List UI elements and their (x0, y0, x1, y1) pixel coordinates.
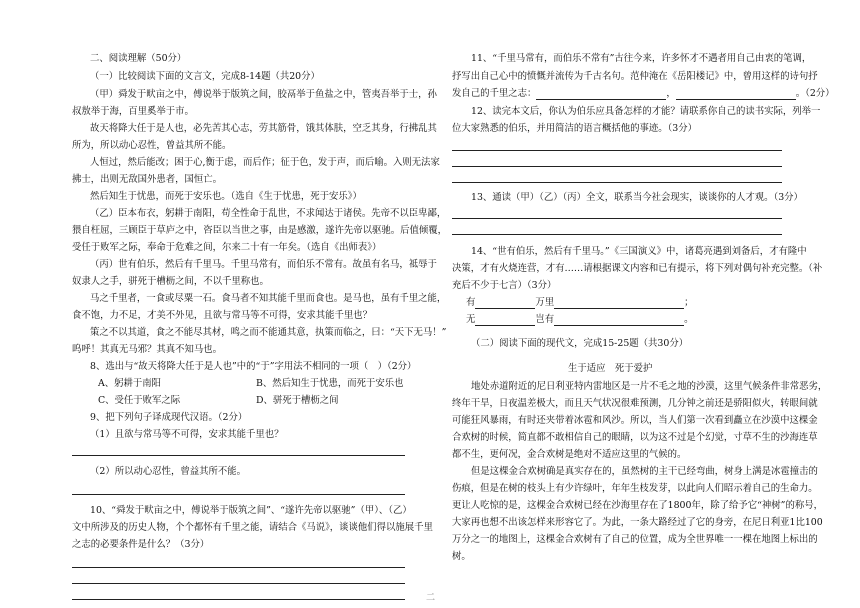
question-11-prompt: 发自己的千里之志： (452, 88, 537, 99)
essay-line: 合欢树的时候，简直都不敢相信自己的眼睛，以为这不过是个幻觉，寸草不生的沙海连草 (452, 432, 818, 443)
q8-option-d: D、骈死于槽枥之间 (256, 395, 339, 406)
passage-jia-line: 所为，所以动心忍性，曾益其所不能。 (72, 140, 232, 151)
essay-line: 可能狂风暴雨，有时还夹带着冰雹和风沙。所以，当人们第一次看到矗立在沙漠中这棵金 (452, 415, 818, 426)
question-11: 抒写出自己心中的愤慨并流传为千古名句。范仲淹在《岳阳楼记》中，曾用这样的诗句抒 (452, 71, 818, 82)
essay-line: 都不生，更何况，金合欢树是绝对不适应这里的气候的。 (452, 449, 687, 460)
answer-line[interactable] (452, 182, 782, 183)
passage-bing-line: 马之千里者，一食或尽粟一石。食马者不知其能千里而食也。是马也，虽有千里之能， (90, 293, 447, 304)
essay-line: 终年干旱，日夜温差极大，而且天气状况很难预测，几分钟之前还是骄阳似火，转眼间就 (452, 398, 818, 409)
essay-line: 伤痕，但是在树的枝头上有少许绿叶，年年生枝发芽，以此向人们昭示着自己的生命力。 (452, 483, 818, 494)
couplet-line-1: 有 万里 ； (466, 297, 694, 308)
answer-line[interactable] (72, 583, 405, 584)
fill-blank[interactable] (554, 298, 684, 309)
essay-line: 地处赤道附近的尼日利亚特内雷地区是一片不毛之地的沙漠，这里气候条件非常恶劣， (471, 381, 828, 392)
question-12: 12、读完本文后，你认为伯乐应具备怎样的才能？请联系你自己的读书实际，列举一 (471, 106, 821, 117)
passage-yi-line: （乙）臣本布衣，躬耕于南阳，苟全性命于乱世，不求闻达于诸侯。先帝不以臣卑鄙， (90, 208, 447, 219)
fill-blank[interactable] (676, 89, 796, 100)
passage-bing-line: 策之不以其道，食之不能尽其材，鸣之而不能通其意，执策而临之，曰：“天下无马！” (90, 327, 447, 338)
answer-line[interactable] (72, 567, 405, 568)
passage-jia-line: （甲）舜发于畎亩之中，傅说举于版筑之间，胶鬲举于鱼盐之中，管夷吾举于士，孙 (90, 89, 437, 100)
essay-line: 树。 (452, 551, 471, 562)
question-14: 决策，才有火烧连营，才有……请根据课文内容和已有提示，将下列对偶句补充完整。（补 (452, 263, 823, 274)
question-14: 充后不少于七言）（3分） (452, 280, 557, 291)
couplet-line-2: 无 岂有 。 (466, 314, 694, 325)
passage-jia-line: 故天将降大任于是人也，必先苦其心志，劳其筋骨，饿其体肤，空乏其身，行拂乱其 (90, 123, 437, 134)
answer-line[interactable] (72, 599, 405, 600)
section-title: 二、阅读理解（50分） (90, 53, 187, 64)
answer-line[interactable] (452, 234, 782, 235)
passage-jia-line: 叔敖举于海，百里奚举于市。 (72, 106, 194, 117)
fill-blank[interactable] (554, 315, 684, 326)
passage-jia-line: 然后知生于忧患，而死于安乐也。（选自《生于忧患，死于安乐》） (90, 191, 362, 202)
question-9: 9、把下列句子译成现代汉语。（2分） (90, 412, 248, 423)
part2-header: （二）阅读下面的现代文，完成15-25题（共30分） (471, 338, 689, 349)
q8-option-c: C、受任于败军之际 (98, 395, 181, 406)
q9-item-1: （1）且欲与常马等不可得，安求其能千里也？ (90, 429, 284, 440)
answer-line[interactable] (452, 218, 782, 219)
question-10: 10、“舜发于畎亩之中，傅说举于版筑之间”、“遂许先帝以驱驰”（甲）、（乙） (90, 505, 412, 516)
answer-line[interactable] (452, 150, 782, 151)
part1-header: （一）比较阅读下面的文言文，完成8-14题（共20分） (90, 71, 320, 82)
question-12: 位大家熟悉的伯乐，并用简洁的语言概括他的事迹。（3分） (452, 123, 698, 134)
answer-line[interactable] (452, 166, 782, 167)
passage-yi-line: 受任于败军之际，奉命于危难之间，尔来二十有一年矣。（选自《出师表》） (72, 242, 382, 253)
question-11-score: 。（2分） (795, 88, 835, 99)
passage-jia-line: 人恒过，然后能改；困于心,衡于虑，而后作；征于色，发于声，而后喻。入则无法家 (90, 157, 440, 168)
fill-blank[interactable] (536, 89, 666, 100)
q8-option-a: A、躬耕于南阳 (98, 378, 162, 389)
passage-bing-line: （丙）世有伯乐，然后有千里马。千里马常有，而伯乐不常有。故虽有名马，祗辱于 (90, 259, 437, 270)
passage-bing-line: 奴隶人之手，骈死于槽枥之间，不以千里称也。 (72, 276, 269, 287)
question-14: 14、“世有伯乐，然后有千里马。”《三国演义》中，诸葛亮遇到刘备后，才有隆中 (471, 246, 807, 257)
fill-blank[interactable] (475, 315, 535, 326)
page-number: 二 (426, 593, 436, 603)
question-13: 13、通读（甲）（乙）（丙）全文，联系当今社会现实，谈谈你的人才观。（3分） (471, 192, 803, 203)
passage-bing-line: 食不饱，力不足，才美不外见，且欲与常马等不可得，安求其能千里也？ (72, 310, 373, 321)
question-10: 之志的必要条件是什么？（3分） (72, 539, 210, 550)
question-11: 11、“千里马常有，而伯乐不常有”古往今来，许多怀才不遇者用自己由衷的笔调， (471, 53, 812, 64)
essay-line: 大家再也想不出该怎样来形容它了。为此，一条大路经过了它的身旁，在尼日利亚1比100 (452, 517, 823, 528)
answer-line[interactable] (72, 494, 405, 495)
fill-blank[interactable] (475, 298, 535, 309)
essay-title: 生于适应 死于爱护 (568, 363, 653, 374)
answer-line[interactable] (72, 455, 405, 456)
q9-item-2: （2）所以动心忍性，曾益其所不能。 (90, 466, 246, 477)
essay-line: 更让人吃惊的是，这棵金合欢树已经在沙海里存在了1800年，除了给予它“神树”的称号， (452, 500, 823, 511)
essay-line: 万分之一的地图上，这棵金合欢树有了自己的位置，成为全世界唯一一棵在地图上标出的 (452, 534, 818, 545)
q8-option-b: B、然后知生于忧患，而死于安乐也 (256, 378, 404, 389)
question-10: 文中所涉及的历史人物，个个都怀有千里之能，请结合《马说》，谈谈他们得以施展千里 (72, 522, 433, 533)
passage-yi-line: 猥自枉屈，三顾臣于草庐之中，咨臣以当世之事，由是感激，遂许先帝以驱驰。后值倾覆， (72, 225, 448, 236)
passage-bing-line: 呜呼！其真无马邪？其真不知马也。 (72, 344, 223, 355)
question-8: 8、选出与“故天将降大任于是人也”中的“于”字用法不相同的一项（ ）（2分） (90, 361, 417, 372)
question-11-fill: 发自己的千里之志： ， 。（2分） (452, 88, 835, 99)
essay-line: 但是这棵金合欢树确是真实存在的，虽然树的主干已经弯曲，树身上满是冰雹撞击的 (471, 466, 818, 477)
passage-jia-line: 拂士，出则无敌国外患者，国恒亡。 (72, 174, 223, 185)
